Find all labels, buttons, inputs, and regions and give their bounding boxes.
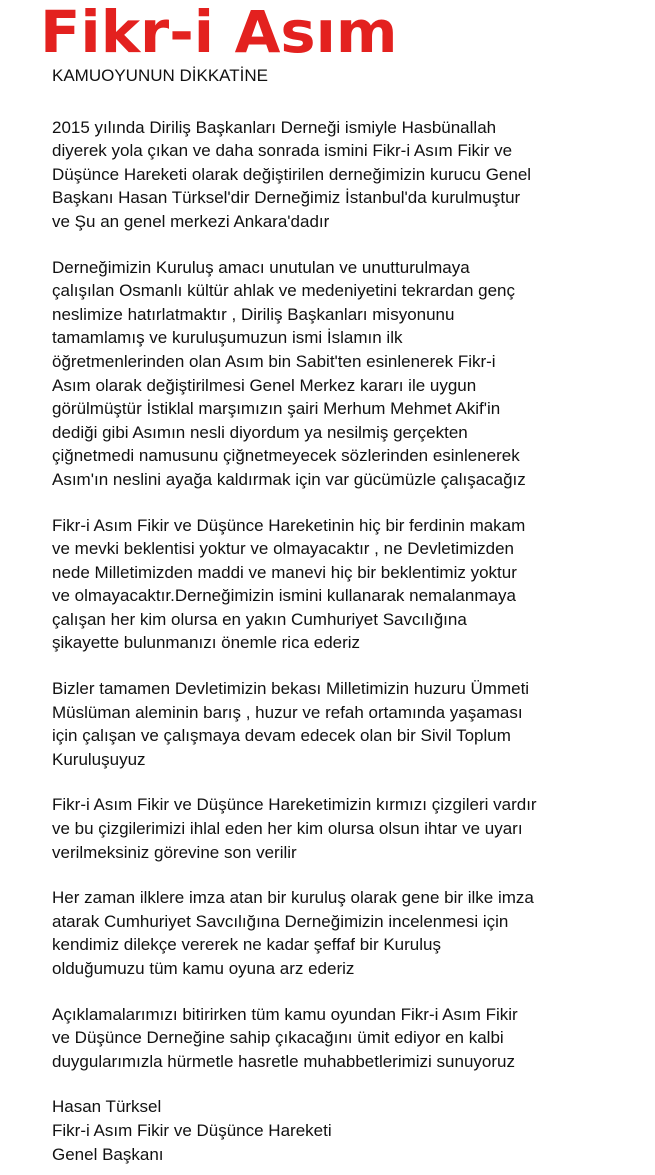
text-line: atarak Cumhuriyet Savcılığına Derneğimizin incelenmesi için <box>52 911 509 931</box>
text-line: Müslüman aleminin barış , huzur ve refah ortamında yaşaması <box>52 702 523 722</box>
text-line: ve Şu an genel merkezi Ankara'dadır <box>52 211 330 231</box>
paragraph-4 <box>52 677 632 771</box>
text-line: şikayette bulunmanızı önemle rica ederiz <box>52 633 361 653</box>
signature-organization: Fikr-i Asım Fikir ve Düşünce Hareketi <box>52 1120 332 1140</box>
text-line: Bizler tamamen Devletimizin bekası Milletimizin huzuru Ümmeti <box>52 679 530 699</box>
text-line: Açıklamalarımızı bitirirken tüm kamu oyundan Fikr-i Asım Fikir <box>52 1004 518 1024</box>
text-line: tamamlamış ve kuruluşumuzun ismi İslamın ilk <box>52 328 403 348</box>
text-line: Fikr-i Asım Fikir ve Düşünce Hareketimizin kırmızı çizgileri vardır <box>52 795 537 815</box>
text-line: Fikr-i Asım Fikir ve Düşünce Hareketinin hiç bir ferdinin makam <box>52 515 526 535</box>
text-line: Asım'ın neslini ayağa kaldırmak için var gücümüzle çalışacağız <box>52 469 526 489</box>
paragraph-7 <box>52 1003 632 1074</box>
paragraph-5 <box>52 793 632 864</box>
paragraph-3 <box>52 514 632 656</box>
text-line: dediği gibi Asımın nesli diyordum ya nesilmiş gerçekten <box>52 422 468 442</box>
text-line: Kuruluşuyuz <box>52 749 146 769</box>
text-line: ve mevki beklentisi yoktur ve olmayacaktır , ne Devletimizden <box>52 539 515 559</box>
text-line: Başkanı Hasan Türksel'dir Derneğimiz İstanbul'da kurulmuştur <box>52 188 521 208</box>
text-line: görülmüştür İstiklal marşımızın şairi Merhum Mehmet Akif'in <box>52 399 501 419</box>
text-line: çiğnetmedi namusunu çiğnetmeyecek sözlerinden esinlenerek <box>52 446 520 466</box>
paragraph-2 <box>52 256 632 492</box>
text-line: nede Milletimizden maddi ve manevi hiç bir beklentimiz yoktur <box>52 562 517 582</box>
document-heading: KAMUOYUNUN DİKKATİNE <box>52 66 268 85</box>
text-line: öğretmenlerinden olan Asım bin Sabit'ten esinlenerek Fikr-i <box>52 351 496 371</box>
paragraph-1 <box>52 116 632 234</box>
text-line: 2015 yılında Diriliş Başkanları Derneği ismiyle Hasbünallah <box>52 117 497 137</box>
text-line: Asım olarak değiştirilmesi Genel Merkez kararı ile uygun <box>52 375 477 395</box>
text-line: Derneğimizin Kuruluş amacı unutulan ve unutturulmaya <box>52 257 470 277</box>
text-line: ve bu çizgilerimizi ihlal eden her kim olursa olsun ihtar ve uyarı <box>52 819 523 839</box>
text-line: çalışan her kim olursa en yakın Cumhuriyet Savcılığına <box>52 609 467 629</box>
text-line: Düşünce Hareketi olarak değiştirilen derneğimizin kurucu Genel <box>52 164 532 184</box>
text-line: kendimiz dilekçe vererek ne kadar şeffaf bir Kuruluş <box>52 935 441 955</box>
text-line: verilmeksiniz görevine son verilir <box>52 842 297 862</box>
signature-block <box>52 1095 632 1166</box>
text-line: ve olmayacaktır.Derneğimizin ismini kullanarak nemalanmaya <box>52 586 516 606</box>
text-line: diyerek yola çıkan ve daha sonrada ismini Fikr-i Asım Fikir ve <box>52 141 513 161</box>
logo-wordmark: Fikr-i Asım <box>40 0 398 66</box>
text-line: olduğumuzu tüm kamu oyuna arz ederiz <box>52 959 355 978</box>
text-line: ve Düşünce Derneğine sahip çıkacağını ümit ediyor en kalbi <box>52 1028 504 1048</box>
signature-name: Hasan Türksel <box>52 1097 162 1117</box>
signature-title: Genel Başkanı <box>52 1144 164 1164</box>
text-line: çalışılan Osmanlı kültür ahlak ve medeniyetini tekrardan genç <box>52 281 516 301</box>
text-line: duygularımızla hürmetle hasretle muhabbetlerimizi sunuyoruz <box>52 1051 515 1071</box>
text-line: Her zaman ilklere imza atan bir kuruluş olarak gene bir ilke imza <box>52 888 534 908</box>
paragraph-6 <box>52 886 632 980</box>
text-line: için çalışan ve çalışmaya devam edecek olan bir Sivil Toplum <box>52 726 511 746</box>
document-body <box>52 64 632 1166</box>
text-line: neslimize hatırlatmaktır , Diriliş Başkanları misyonunu <box>52 304 455 324</box>
